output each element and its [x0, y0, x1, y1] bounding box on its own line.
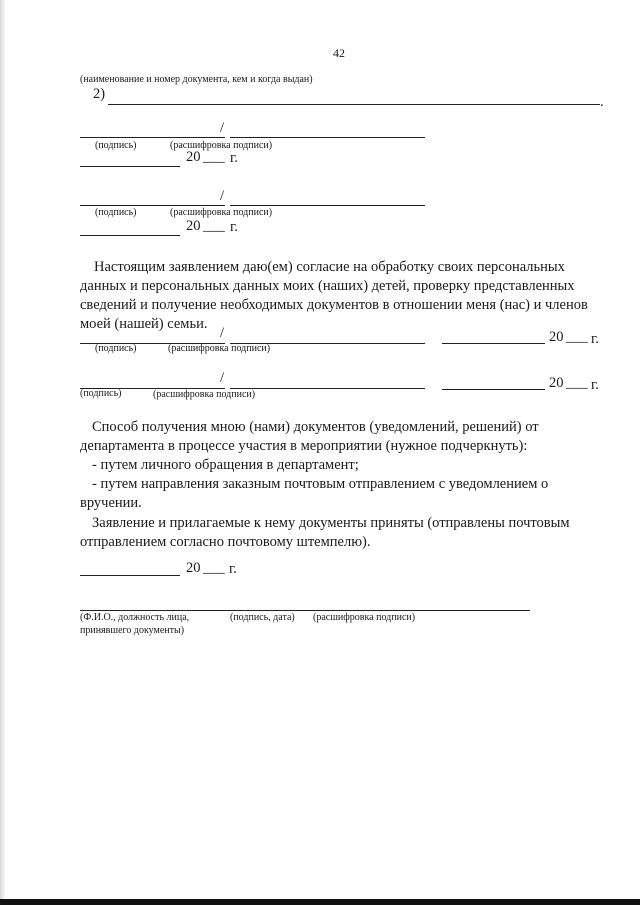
item-2-label: 2) [93, 86, 106, 102]
date-line-5 [80, 575, 180, 576]
accepted-line-2: отправлением согласно почтовому штемпелю). [80, 534, 371, 550]
accepted-paragraph [80, 514, 602, 552]
signature-caption-4: (подпись) [80, 388, 122, 399]
document-caption: (наименование и номер документа, кем и когда выдан) [80, 74, 313, 85]
date-year-1: 20 [186, 149, 201, 165]
date-line-3 [442, 343, 545, 344]
method-line-5: вручении. [80, 495, 142, 511]
item-2-blank-line [108, 104, 600, 105]
date-line-2 [80, 235, 180, 236]
method-line-1: Способ получения мною (нами) документов (уведомлений, решений) от [92, 419, 539, 435]
method-line-4: - путем направления заказным почтовым отправлением с уведомлением о [92, 476, 549, 492]
date-year-2: 20 [186, 218, 201, 234]
official-fio-caption: (Ф.И.О., должность лица, [80, 612, 190, 623]
item-2-period: . [600, 94, 604, 110]
signature-caption-3: (подпись) [95, 343, 137, 354]
signature-caption-2: (подпись) [95, 207, 137, 218]
signature-slash-3: / [220, 325, 225, 341]
signature-decode-line-2 [230, 205, 425, 206]
method-line-3: - путем личного обращения в департамент; [92, 457, 359, 473]
date-year-blank-3: ___ [566, 329, 588, 345]
date-suffix-3: г. [591, 331, 599, 347]
method-paragraph [80, 418, 590, 513]
scan-left-edge [0, 0, 6, 905]
signature-slash-4: / [220, 370, 225, 386]
page-number: 42 [333, 46, 345, 60]
date-suffix-4: г. [591, 377, 599, 393]
signature-decode-line-4 [230, 388, 425, 389]
date-suffix-1: г. [230, 150, 238, 166]
consent-line-1: Настоящим заявлением даю(ем) согласие на обработку своих персональных [94, 259, 565, 275]
date-suffix-2: г. [230, 219, 238, 235]
consent-line-4: моей (нашей) семьи. [80, 316, 208, 332]
decode-caption-3: (расшифровка подписи) [168, 343, 271, 354]
consent-line-3: сведений и получение необходимых документов в отношении меня (нас) и членов [80, 297, 588, 313]
consent-line-2: данных и персональных данных моих (наших) детей, проверку представленных [80, 278, 575, 294]
date-year-5: 20 [186, 560, 201, 576]
date-suffix-5: г. [229, 561, 237, 577]
official-signature-caption: (подпись, дата) [230, 612, 295, 623]
scan-bottom-edge [0, 899, 640, 905]
date-line-1 [80, 166, 180, 167]
date-year-blank-5: ___ [203, 560, 225, 576]
official-signature-line [80, 610, 530, 611]
official-fio-caption-cont: принявшего документы) [80, 625, 185, 636]
official-decode-caption: (расшифровка подписи) [313, 612, 416, 623]
signature-decode-line-1 [230, 137, 425, 138]
signature-line-2 [80, 205, 225, 206]
date-line-4 [442, 389, 545, 390]
decode-caption-1: (расшифровка подписи) [170, 140, 273, 151]
signature-slash-2: / [220, 188, 225, 204]
method-line-2: департамента в процессе участия в мероприятии (нужное подчеркнуть): [80, 438, 528, 454]
date-year-blank-1: ___ [203, 149, 225, 165]
consent-paragraph [80, 258, 602, 334]
decode-caption-2: (расшифровка подписи) [170, 207, 273, 218]
signature-slash-1: / [220, 120, 225, 136]
date-year-blank-2: ___ [203, 218, 225, 234]
accepted-line-1: Заявление и прилагаемые к нему документы приняты (отправлены почтовым [92, 515, 570, 531]
date-year-3: 20 [549, 329, 564, 345]
date-year-4: 20 [549, 375, 564, 391]
signature-line-1 [80, 137, 225, 138]
signature-caption-1: (подпись) [95, 140, 137, 151]
date-year-blank-4: ___ [566, 375, 588, 391]
decode-caption-4: (расшифровка подписи) [153, 389, 256, 400]
